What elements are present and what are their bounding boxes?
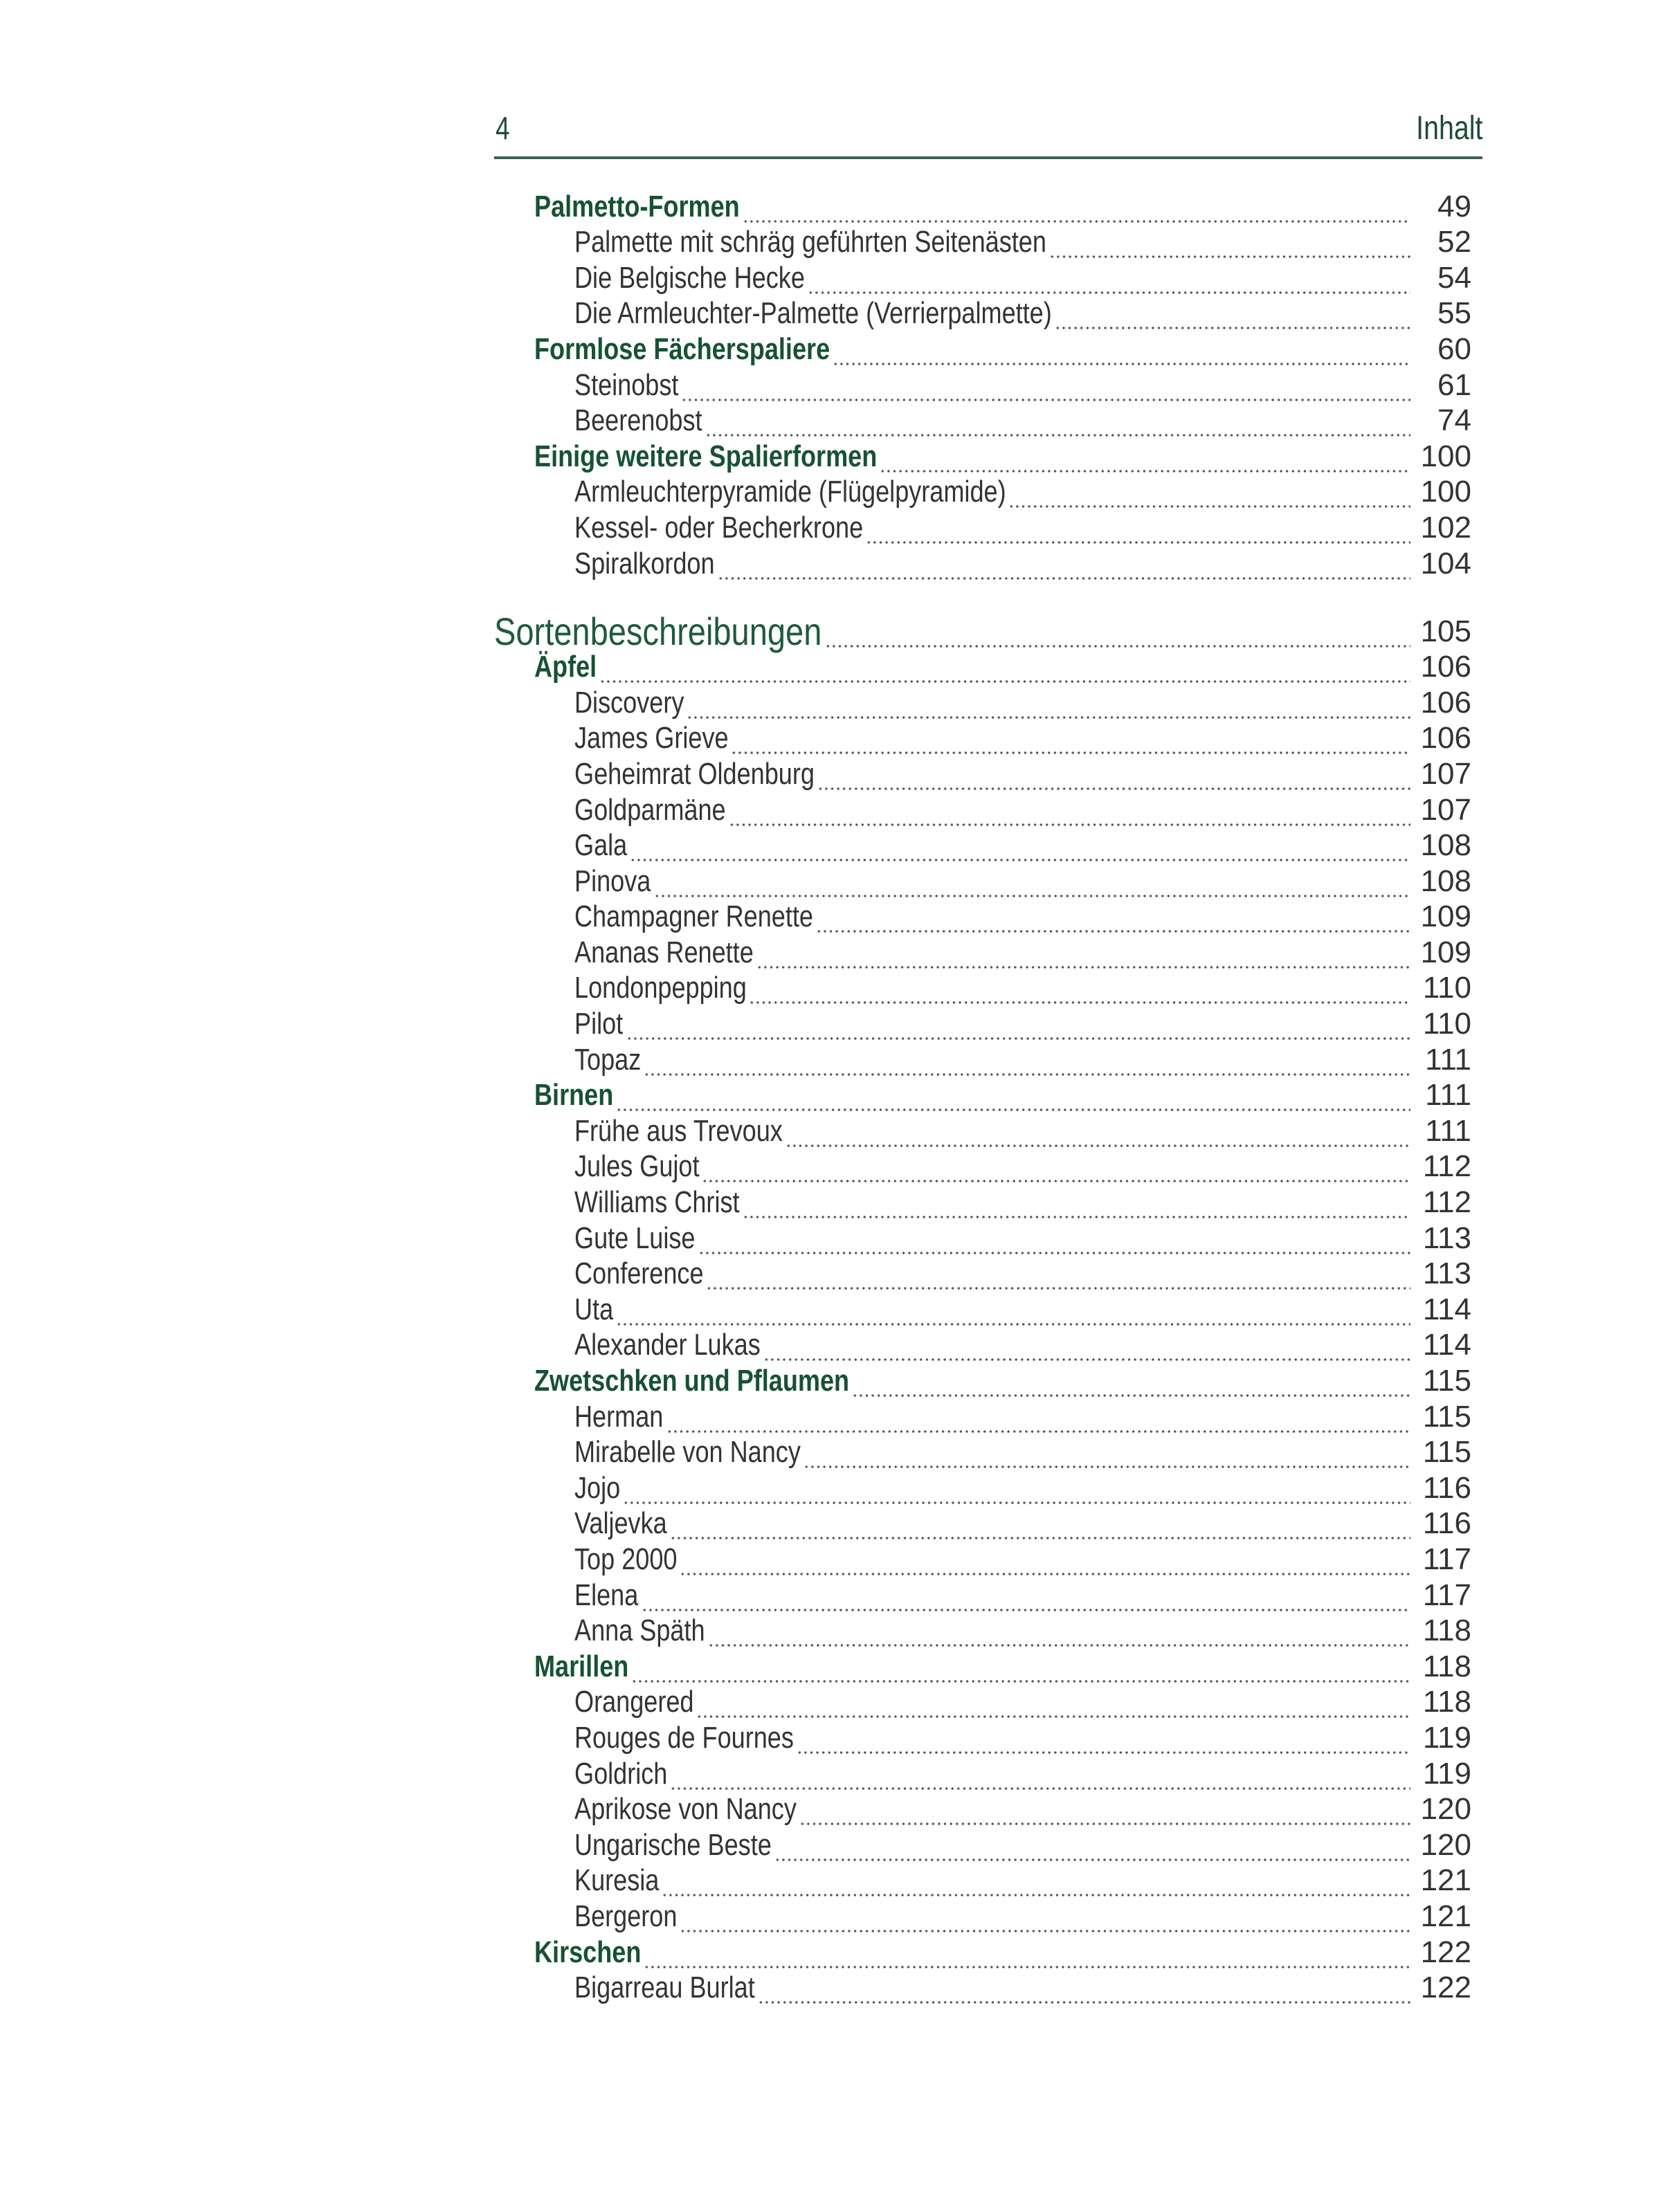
toc-page-number: 60: [1437, 331, 1471, 366]
toc-entry-title: [494, 1363, 849, 1398]
toc-chapter[interactable]: [494, 1648, 1471, 1684]
dot-leader: [1055, 304, 1410, 331]
toc-page-number: 109: [1420, 899, 1471, 934]
toc-entry[interactable]: [494, 1327, 1471, 1363]
toc-entry[interactable]: [494, 509, 1471, 545]
toc-entry-title: [494, 1935, 641, 1970]
toc-entry-text: Palmetto-Formen: [534, 189, 740, 223]
toc-entry-title: [494, 1434, 801, 1470]
toc-entry-text: Kirschen: [534, 1935, 642, 1969]
toc-page-number: 118: [1422, 1685, 1471, 1719]
toc-page-number: 118: [1422, 1649, 1471, 1683]
toc-entry[interactable]: [494, 1613, 1471, 1649]
dot-leader: [666, 1408, 1410, 1434]
toc-entry[interactable]: [494, 1113, 1471, 1149]
dot-leader: [1008, 483, 1410, 509]
toc-entry[interactable]: [494, 474, 1471, 510]
toc-entry-title: [494, 1256, 703, 1291]
toc-entry-title: [494, 649, 597, 684]
toc-page-number: 114: [1422, 1292, 1471, 1326]
toc-entry-text: Bergeron: [574, 1899, 678, 1933]
dot-leader: [729, 801, 1410, 828]
toc-entry[interactable]: [494, 1541, 1471, 1577]
toc-entry-text: Williams Christ: [574, 1185, 740, 1220]
toc-entry[interactable]: [494, 1149, 1471, 1185]
toc-entry-text: Spiralkordon: [574, 546, 715, 581]
toc-page-number: 120: [1420, 1792, 1471, 1827]
toc-page-number: 122: [1420, 1935, 1471, 1969]
toc-entry[interactable]: [494, 1291, 1471, 1327]
toc-page-number: 106: [1420, 721, 1471, 756]
dot-leader: [654, 872, 1410, 899]
dot-leader: [670, 1515, 1410, 1541]
toc-page-number: 112: [1422, 1149, 1471, 1184]
toc-entry-text: Champagner Renette: [574, 899, 813, 934]
toc-entry-title: [494, 1542, 677, 1577]
dot-leader: [599, 658, 1410, 684]
toc-entry-title: [494, 792, 726, 828]
dot-leader: [680, 1908, 1410, 1934]
toc-entry-text: Top 2000: [574, 1542, 678, 1576]
toc-entry-text: Goldparmäne: [574, 792, 726, 827]
toc-entry-title: [494, 970, 746, 1005]
dot-leader: [763, 1336, 1410, 1362]
toc-entry-text: Mirabelle von Nancy: [574, 1435, 801, 1470]
dot-leader: [680, 1551, 1410, 1577]
toc-entry[interactable]: [494, 1256, 1471, 1292]
toc-entry-text: Frühe aus Trevoux: [574, 1113, 783, 1148]
dot-leader: [808, 269, 1410, 295]
toc-page-number: 61: [1437, 367, 1471, 402]
toc-page-number: 115: [1422, 1364, 1471, 1398]
toc-entry-text: Ananas Renette: [574, 935, 754, 969]
toc-entry[interactable]: [494, 684, 1471, 720]
toc-entry-text: Palmette mit schräg geführten Seitenästen: [574, 225, 1046, 259]
toc-entry-title: [494, 756, 815, 792]
toc-page-number: 52: [1437, 225, 1471, 259]
toc-entry-title: [494, 1149, 699, 1184]
toc-page-number: 110: [1422, 1007, 1471, 1041]
toc-entry[interactable]: [494, 224, 1471, 260]
toc-entry-text: Die Belgische Hecke: [574, 260, 805, 295]
dot-leader: [687, 694, 1410, 720]
toc-entry[interactable]: [494, 899, 1471, 935]
toc-entry-title: [494, 1006, 624, 1041]
toc-entry-title: [494, 1756, 667, 1791]
toc-page-number: 111: [1425, 1078, 1471, 1113]
toc-entry[interactable]: [494, 1220, 1471, 1256]
toc-entry[interactable]: [494, 1184, 1471, 1220]
toc-entry-title: [494, 189, 740, 224]
toc-entry-text: Kessel- oder Becherkrone: [574, 510, 864, 545]
toc-page-number: 108: [1420, 863, 1471, 898]
toc-chapter[interactable]: [494, 438, 1471, 474]
toc-page-number: 107: [1420, 756, 1471, 791]
toc-entry[interactable]: [494, 295, 1471, 331]
toc-page-number: 100: [1420, 439, 1471, 473]
toc-entry-text: Aprikose von Nancy: [574, 1792, 797, 1827]
toc-page-number: 121: [1420, 1899, 1471, 1933]
toc-entry-title: [494, 1791, 797, 1827]
toc-entry-text: Beerenobst: [574, 403, 702, 438]
toc-page-number: 111: [1425, 1042, 1471, 1077]
toc-page-number: 105: [1420, 614, 1471, 648]
toc-entry-text: Armleuchterpyramide (Flügelpyramide): [574, 475, 1006, 509]
dot-leader: [852, 1372, 1410, 1398]
toc-entry-title: [494, 1470, 620, 1506]
header-title: Inhalt: [1415, 110, 1482, 147]
toc-entry[interactable]: [494, 970, 1471, 1006]
toc-entry-text: Steinobst: [574, 367, 679, 402]
dot-leader: [866, 519, 1410, 545]
dot-leader: [706, 1265, 1410, 1291]
dot-leader: [642, 1587, 1410, 1613]
header-rule: [494, 156, 1482, 159]
toc-entry-title: [494, 1684, 693, 1719]
toc-entry[interactable]: [494, 828, 1471, 863]
toc-entry[interactable]: [494, 1684, 1471, 1720]
toc-entry-text: Orangered: [574, 1685, 694, 1719]
toc-section[interactable]: [494, 599, 1471, 653]
toc-entry[interactable]: [494, 367, 1471, 403]
toc-entry-text: Discovery: [574, 685, 684, 720]
toc-entry-text: Bigarreau Burlat: [574, 1971, 755, 2005]
toc-entry-text: Zwetschken und Pflaumen: [534, 1364, 850, 1398]
toc-entry[interactable]: [494, 259, 1471, 295]
toc-entry[interactable]: [494, 1506, 1471, 1542]
toc-entry-text: Birnen: [534, 1078, 614, 1113]
toc-entry[interactable]: [494, 1898, 1471, 1934]
toc-entry[interactable]: [494, 792, 1471, 828]
toc-entry-title: [494, 510, 863, 545]
toc-entry-title: [494, 367, 678, 403]
toc-entry[interactable]: [494, 1791, 1471, 1827]
toc-page-number: 115: [1422, 1399, 1471, 1434]
toc-entry-text: Conference: [574, 1256, 704, 1291]
toc-entry-title: [494, 439, 877, 474]
toc-entry-text: Sortenbeschreibungen: [494, 609, 822, 653]
toc-entry-title: [494, 1649, 628, 1684]
toc-entry-text: Topaz: [574, 1042, 642, 1077]
toc-entry[interactable]: [494, 934, 1471, 970]
toc-entry[interactable]: [494, 863, 1471, 899]
dot-leader: [698, 1230, 1410, 1256]
toc-entry-text: Die Armleuchter-Palmette (Verrierpalmette): [574, 296, 1052, 331]
toc-entry-text: Elena: [574, 1578, 639, 1612]
dot-leader: [816, 908, 1410, 934]
dot-leader: [662, 1872, 1410, 1898]
toc-entry[interactable]: [494, 1041, 1471, 1077]
dot-leader: [880, 448, 1410, 474]
toc-page-number: 121: [1420, 1863, 1471, 1898]
toc-entry-title: [494, 863, 651, 899]
toc-entry-text: Uta: [574, 1292, 614, 1326]
toc-entry-text: James Grieve: [574, 721, 729, 756]
toc-entry-title: [494, 1970, 755, 2005]
dot-leader: [626, 1015, 1410, 1041]
dot-leader: [758, 1979, 1410, 2005]
toc-entry-title: [494, 224, 1046, 259]
dot-leader: [670, 1765, 1410, 1791]
toc-entry-text: Londonpepping: [574, 971, 747, 1005]
toc-page-number: 115: [1422, 1435, 1471, 1470]
toc-entry-title: [494, 1292, 613, 1327]
toc-entry-title: [494, 1185, 740, 1220]
toc-entry-text: Gute Luise: [574, 1221, 696, 1255]
toc-entry-title: [494, 546, 715, 581]
toc-page-number: 102: [1420, 510, 1471, 545]
toc-entry-text: Rouges de Fournes: [574, 1720, 794, 1755]
toc-entry-title: [494, 609, 822, 653]
dot-leader: [804, 1443, 1410, 1470]
toc-chapter[interactable]: [494, 1077, 1471, 1113]
toc-page-number: 106: [1420, 685, 1471, 720]
dot-leader: [743, 198, 1410, 224]
toc-page-number: 117: [1422, 1578, 1471, 1612]
toc-entry[interactable]: [494, 1577, 1471, 1613]
toc-entry-title: [494, 1077, 613, 1113]
toc-entry-text: Einige weitere Spalierformen: [534, 439, 878, 473]
toc-entry-text: Pilot: [574, 1007, 624, 1041]
toc-entry-title: [494, 1221, 696, 1256]
dot-leader: [681, 376, 1410, 403]
toc-page-number: 49: [1437, 189, 1471, 223]
toc-entry-title: [494, 403, 702, 438]
dot-leader: [644, 1051, 1410, 1077]
toc-entry-title: [494, 331, 830, 367]
dot-leader: [1049, 233, 1410, 259]
toc-entry-title: [494, 295, 1052, 331]
toc-page-number: 110: [1422, 971, 1471, 1005]
toc-entry-title: [494, 1506, 667, 1541]
toc-entry-title: [494, 474, 1006, 509]
toc-entry-text: Goldrich: [574, 1756, 668, 1791]
toc-entry[interactable]: [494, 1470, 1471, 1506]
toc-page-number: 117: [1422, 1542, 1471, 1576]
dot-leader: [702, 1158, 1410, 1184]
toc-entry[interactable]: [494, 1863, 1471, 1899]
toc-entry-title: [494, 1827, 772, 1863]
dot-leader: [631, 1658, 1410, 1684]
toc-entry[interactable]: [494, 1755, 1471, 1791]
toc-entry[interactable]: [494, 1719, 1471, 1755]
toc-entry[interactable]: [494, 403, 1471, 439]
toc-entry-title: [494, 1399, 664, 1434]
dot-leader: [708, 1622, 1410, 1648]
toc-entry[interactable]: [494, 1827, 1471, 1863]
toc-page-number: 109: [1420, 935, 1471, 969]
dot-leader: [833, 340, 1410, 367]
toc-page-number: 113: [1422, 1256, 1471, 1291]
dot-leader: [705, 412, 1411, 438]
toc-entry-title: [494, 1578, 639, 1613]
toc-entry-title: [494, 720, 728, 756]
toc-entry-title: [494, 1042, 641, 1077]
page-header: [494, 104, 1482, 156]
toc-page-number: 116: [1422, 1506, 1471, 1541]
dot-leader: [786, 1122, 1410, 1149]
toc-page-number: 107: [1420, 792, 1471, 827]
dot-leader: [825, 623, 1410, 649]
toc-entry-title: [494, 1720, 794, 1755]
toc-entry-text: Kuresia: [574, 1863, 660, 1898]
toc-chapter[interactable]: [494, 649, 1471, 685]
toc-page-number: 55: [1437, 296, 1471, 331]
toc-entry-title: [494, 1113, 783, 1149]
toc-page-number: 122: [1420, 1971, 1471, 2005]
dot-leader: [799, 1800, 1410, 1827]
toc-entry-text: Jules Gujot: [574, 1149, 700, 1184]
toc-page-number: 118: [1422, 1614, 1471, 1648]
dot-leader: [616, 1086, 1410, 1113]
toc-entry-text: Jojo: [574, 1470, 621, 1505]
toc-entry-text: Alexander Lukas: [574, 1328, 761, 1362]
dot-leader: [696, 1693, 1410, 1719]
toc-entry[interactable]: [494, 1970, 1471, 2006]
toc-entry-text: Gala: [574, 828, 628, 863]
toc-page-number: 119: [1422, 1720, 1471, 1755]
toc-entry[interactable]: [494, 545, 1471, 581]
toc-entry-text: Ungarische Beste: [574, 1827, 772, 1862]
toc-page-number: 111: [1425, 1113, 1471, 1148]
toc-page-number: 74: [1437, 403, 1471, 438]
table-of-contents: [494, 188, 1471, 2005]
page-number: 4: [496, 110, 510, 146]
toc-entry-title: [494, 260, 805, 295]
toc-page-number: 119: [1422, 1756, 1471, 1791]
toc-page-number: 108: [1420, 828, 1471, 863]
toc-entry[interactable]: [494, 720, 1471, 756]
toc-entry-text: Pinova: [574, 863, 651, 898]
toc-entry[interactable]: [494, 1005, 1471, 1041]
toc-page-number: 100: [1420, 475, 1471, 509]
toc-page-number: 114: [1422, 1328, 1471, 1362]
dot-leader: [817, 765, 1410, 792]
toc-entry[interactable]: [494, 756, 1471, 792]
toc-entry-title: [494, 828, 627, 863]
toc-entry-text: Herman: [574, 1399, 664, 1434]
toc-page-number: 112: [1422, 1185, 1471, 1220]
toc-entry-title: [494, 1863, 659, 1898]
toc-entry-title: [494, 899, 813, 934]
toc-entry-title: [494, 935, 754, 970]
dot-leader: [616, 1301, 1410, 1327]
dot-leader: [623, 1479, 1410, 1506]
toc-page-number: 104: [1420, 546, 1471, 581]
toc-page-number: 106: [1420, 650, 1471, 684]
toc-entry-text: Äpfel: [534, 650, 597, 684]
toc-entry-text: Geheimrat Oldenburg: [574, 756, 815, 791]
toc-page-number: 116: [1422, 1470, 1471, 1505]
toc-page-number: 113: [1422, 1221, 1471, 1255]
toc-entry[interactable]: [494, 1398, 1471, 1434]
dot-leader: [743, 1194, 1410, 1220]
toc-chapter[interactable]: [494, 331, 1471, 367]
toc-entry-title: [494, 1899, 677, 1934]
dot-leader: [630, 837, 1410, 863]
dot-leader: [797, 1729, 1410, 1755]
toc-entry-text: Formlose Fächerspaliere: [534, 331, 831, 366]
toc-chapter[interactable]: [494, 1934, 1471, 1970]
toc-entry-title: [494, 685, 684, 720]
toc-chapter[interactable]: [494, 188, 1471, 224]
dot-leader: [756, 944, 1410, 970]
toc-page-number: 120: [1420, 1827, 1471, 1862]
dot-leader: [731, 729, 1410, 756]
toc-entry-text: Anna Späth: [574, 1614, 705, 1648]
dot-leader: [644, 1944, 1410, 1970]
toc-entry-text: Valjevka: [574, 1506, 667, 1541]
toc-chapter[interactable]: [494, 1362, 1471, 1398]
toc-entry-title: [494, 1327, 761, 1362]
dot-leader: [749, 979, 1410, 1005]
toc-page-number: 54: [1437, 260, 1471, 295]
toc-entry-title: [494, 1613, 705, 1648]
dot-leader: [718, 555, 1410, 581]
dot-leader: [774, 1836, 1410, 1863]
toc-entry-text: Marillen: [534, 1649, 629, 1683]
toc-entry[interactable]: [494, 1434, 1471, 1470]
